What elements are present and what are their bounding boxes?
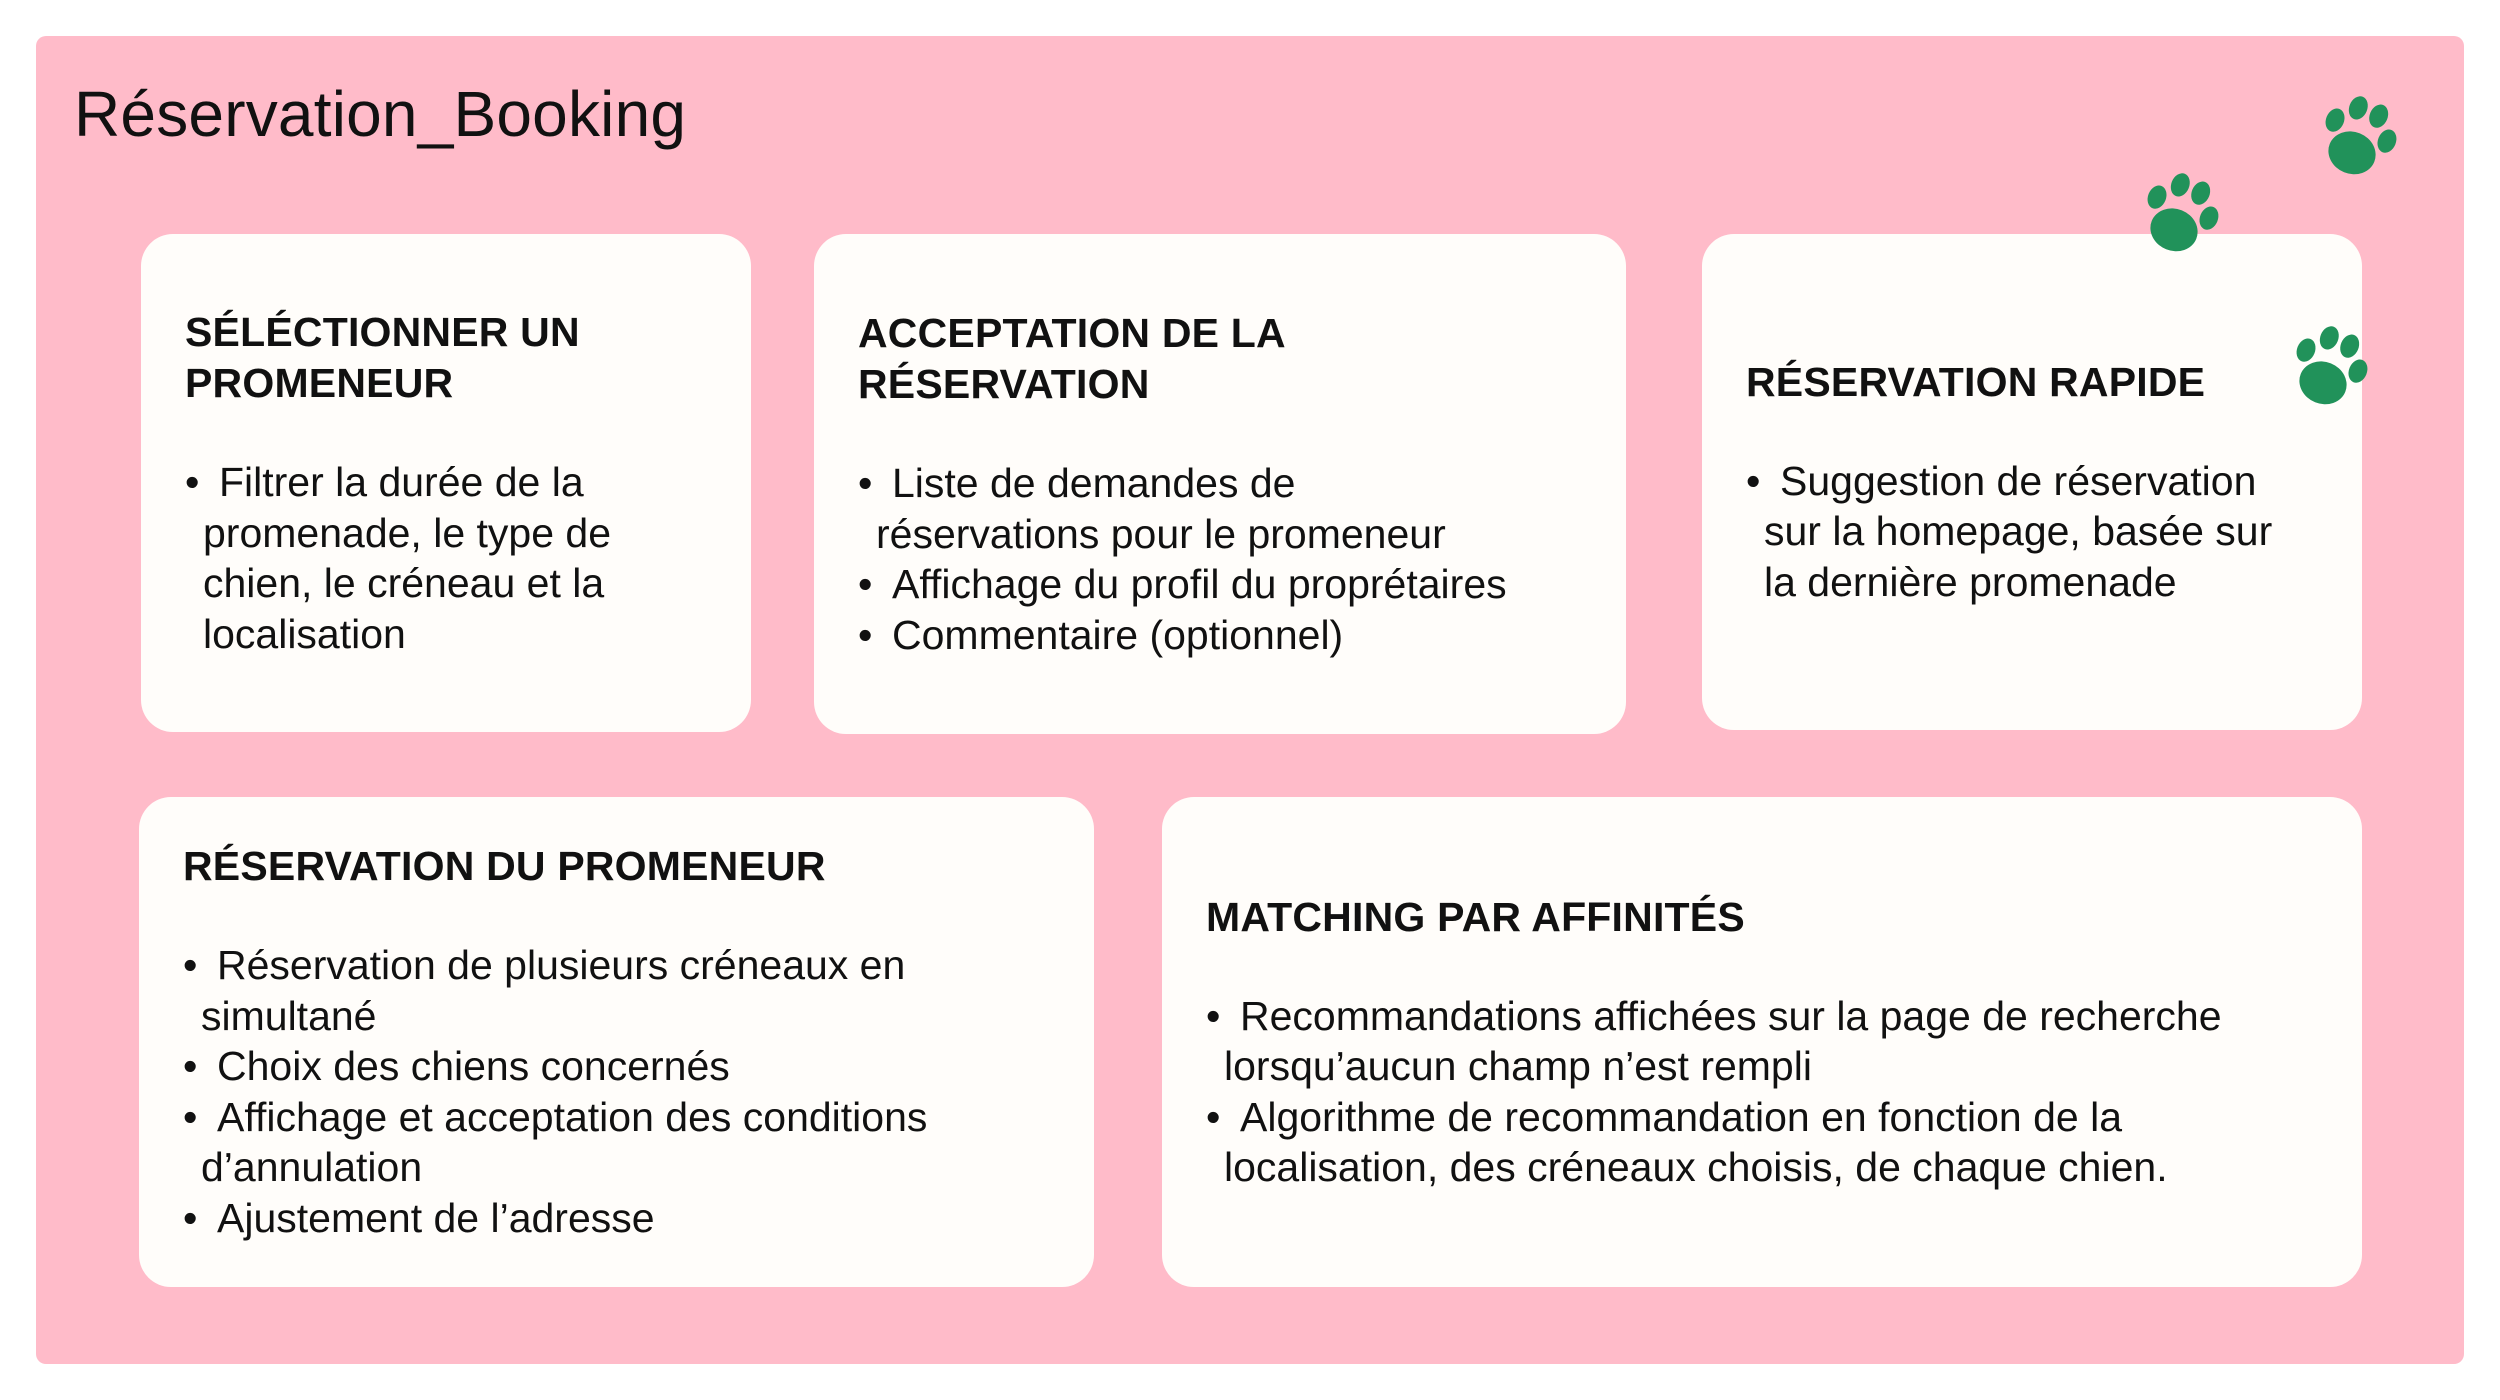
- card-acceptation-reservation: [814, 234, 1626, 734]
- bullet-point: •: [1206, 1093, 1221, 1140]
- card-bullet-list: [1206, 991, 2318, 1193]
- list-item: [1206, 991, 2318, 1092]
- card-title: [858, 308, 1582, 410]
- list-item-line: réservations pour le promeneur: [876, 510, 1446, 557]
- bullet-point: •: [858, 611, 873, 658]
- card-matching-affinites: [1162, 797, 2362, 1287]
- list-item: [858, 559, 1582, 610]
- list-item-line: Choix des chiens concernés: [217, 1043, 730, 1089]
- list-item: [1206, 1092, 2318, 1193]
- list-item-line: promenade, le type de: [203, 509, 611, 556]
- bullet-point: •: [183, 1194, 198, 1241]
- bullet-point: •: [183, 1093, 198, 1140]
- card-title-line: RÉSERVATION RAPIDE: [1746, 358, 2206, 405]
- list-item: [1746, 456, 2318, 608]
- list-item-line: sur la homepage, basée sur: [1764, 508, 2273, 555]
- list-item-line: Affichage et acceptation des conditions: [217, 1093, 928, 1140]
- list-item-line: Réservation de plusieurs créneaux en: [217, 942, 906, 988]
- card-title-line: PROMENEUR: [185, 360, 454, 406]
- list-item-line: simultané: [201, 992, 377, 1039]
- board-title: Réservation_Booking: [74, 78, 687, 150]
- list-item: [185, 457, 707, 659]
- bullet-point: •: [858, 561, 873, 607]
- list-item-line: Algorithme de recommandation en fonction de la: [1240, 1093, 2123, 1140]
- list-item-line: chien, le créneau et la: [203, 560, 605, 606]
- card-title: [183, 841, 1050, 892]
- card-title-line: RÉSERVATION: [858, 361, 1150, 407]
- card-title-line: SÉLÉCTIONNER UN: [185, 309, 580, 355]
- list-item-line: Liste de demandes de: [892, 460, 1296, 506]
- list-item-line: Filtrer la durée de la: [219, 459, 584, 505]
- card-bullet-list: [185, 457, 707, 659]
- card-reservation-rapide: [1702, 234, 2362, 730]
- list-item-line: la dernière promenade: [1764, 558, 2177, 605]
- list-item: [183, 1092, 1050, 1193]
- list-item-line: localisation, des créneaux choisis, de chaque chien.: [1224, 1144, 2168, 1190]
- card-bullet-list: [1746, 456, 2318, 608]
- list-item: [858, 458, 1582, 559]
- card-bullet-list: [858, 458, 1582, 660]
- list-item: [183, 1041, 1050, 1092]
- list-item-line: Recommandations affichées sur la page de recherche: [1240, 992, 2222, 1039]
- card-bullet-list: [183, 940, 1050, 1243]
- card-title: [185, 307, 707, 409]
- list-item-line: Affichage du profil du proprétaires: [892, 561, 1507, 607]
- list-item: [183, 940, 1050, 1041]
- card-title-line: ACCEPTATION DE LA: [858, 310, 1286, 356]
- list-item-line: d’annulation: [201, 1144, 423, 1190]
- list-item-line: lorsqu’aucun champ n’est rempli: [1224, 1043, 1812, 1089]
- list-item-line: Commentaire (optionnel): [892, 611, 1344, 658]
- card-title: [1206, 892, 2318, 943]
- list-item-line: localisation: [203, 610, 406, 657]
- card-selectionner-promeneur: [141, 234, 751, 732]
- card-title-line: MATCHING PAR AFFINITÉS: [1206, 893, 1745, 940]
- card-reservation-promeneur: [139, 797, 1094, 1287]
- bullet-point: •: [1746, 457, 1761, 504]
- list-item: [183, 1193, 1050, 1244]
- bullet-point: •: [858, 460, 873, 506]
- list-item-line: Ajustement de l’adresse: [217, 1194, 655, 1241]
- list-item: [858, 610, 1582, 661]
- bullet-point: •: [1206, 992, 1221, 1039]
- bullet-point: •: [183, 942, 198, 988]
- list-item-line: Suggestion de réservation: [1780, 457, 2257, 504]
- bullet-point: •: [185, 459, 200, 505]
- card-title: [1746, 357, 2318, 408]
- bullet-point: •: [183, 1043, 198, 1089]
- card-title-line: RÉSERVATION DU PROMENEUR: [183, 843, 826, 889]
